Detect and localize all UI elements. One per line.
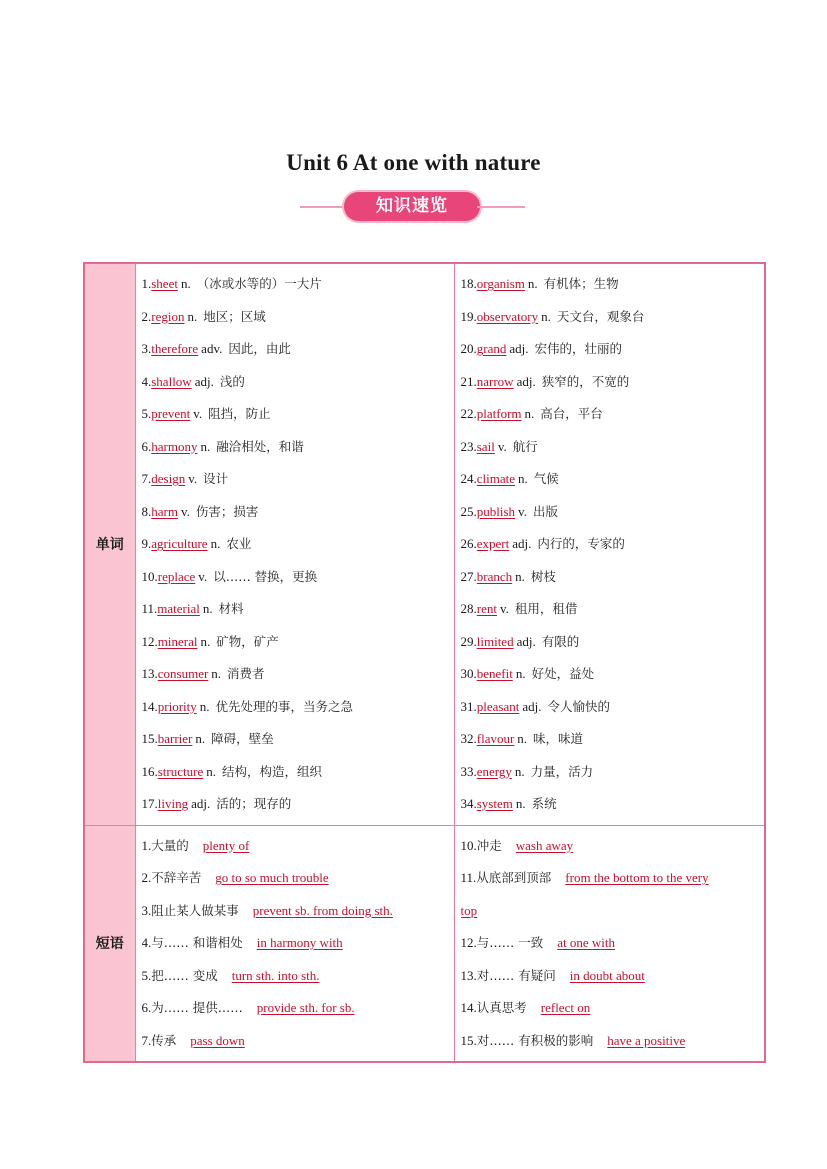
word-row: [461, 528, 765, 561]
answer-word: harm: [151, 503, 178, 519]
item-number: 3.: [141, 902, 152, 918]
part-of-speech: n.: [517, 731, 528, 746]
word-meaning: 好处，益处: [531, 666, 595, 681]
item-number: 1.: [141, 276, 152, 291]
answer-word: shallow: [151, 373, 192, 389]
answer-word: limited: [476, 633, 514, 649]
phrase-row: [142, 895, 454, 928]
item-number: 5.: [141, 406, 152, 421]
item-number: 4.: [141, 373, 152, 389]
item-number: 11.: [460, 870, 477, 885]
item-number: 15.: [141, 731, 158, 746]
word-meaning: 结构，构造，组织: [221, 763, 322, 779]
phrase-row: [461, 862, 765, 895]
word-row: [461, 593, 765, 626]
answer-word: grand: [476, 341, 507, 356]
phrases-left-column: [135, 825, 454, 1062]
word-row: [461, 788, 765, 821]
word-row: [461, 561, 765, 594]
word-meaning: 有限的: [541, 633, 580, 649]
item-number: 11.: [141, 601, 158, 616]
answer-word: organism: [476, 276, 525, 291]
item-number: 15.: [460, 1032, 477, 1048]
part-of-speech: v.: [497, 438, 507, 454]
part-of-speech: n.: [211, 666, 222, 681]
item-number: 17.: [141, 796, 158, 811]
phrase-meaning: 认真思考: [476, 1000, 527, 1015]
phrase-row: [142, 927, 454, 960]
part-of-speech: n.: [527, 276, 538, 291]
item-number: 10.: [141, 568, 158, 584]
answer-word: prevent: [151, 406, 191, 421]
phrase-meaning: 为…… 提供……: [151, 1000, 243, 1015]
item-number: 10.: [460, 837, 477, 853]
phrase-row: [461, 992, 765, 1025]
answer-phrase: go to so much trouble: [215, 870, 329, 885]
phrase-row: [461, 960, 765, 993]
item-number: 4.: [141, 935, 152, 950]
item-number: 13.: [460, 967, 477, 983]
word-row: [142, 301, 454, 334]
part-of-speech: n.: [199, 698, 210, 714]
word-row: [142, 528, 454, 561]
answer-phrase: provide sth. for sb.: [256, 1000, 355, 1015]
word-meaning: 以…… 替换，更换: [213, 568, 318, 584]
word-row: [142, 626, 454, 659]
part-of-speech: n.: [200, 633, 211, 649]
item-number: 19.: [460, 308, 477, 324]
phrase-meaning: 冲走: [476, 837, 502, 853]
part-of-speech: n.: [187, 308, 198, 324]
item-number: 16.: [141, 763, 158, 779]
item-number: 8.: [141, 503, 152, 519]
phrases-category-label: 短语: [84, 825, 135, 1062]
answer-word: therefore: [151, 341, 199, 356]
word-meaning: 树枝: [530, 568, 556, 584]
phrase-row: [142, 992, 454, 1025]
part-of-speech: n.: [541, 308, 551, 324]
answer-word: barrier: [157, 731, 193, 746]
answer-word: living: [157, 796, 189, 811]
answer-word: mineral: [157, 633, 198, 649]
word-row: [142, 658, 454, 691]
item-number: 23.: [460, 438, 477, 454]
answer-word: flavour: [476, 731, 515, 746]
word-meaning: 租用，租借: [514, 601, 578, 616]
word-meaning: 天文台，观象台: [556, 308, 645, 324]
item-number: 7.: [141, 1032, 152, 1048]
answer-word: replace: [157, 568, 196, 584]
part-of-speech: n.: [515, 796, 526, 811]
answer-phrase: reflect on: [540, 1000, 591, 1015]
word-meaning: 阻挡，防止: [208, 406, 271, 421]
word-row: [461, 398, 765, 431]
phrase-meaning: 传承: [151, 1032, 177, 1048]
answer-phrase: pass down: [190, 1032, 245, 1048]
answer-word: rent: [476, 601, 497, 616]
answer-phrase: turn sth. into sth.: [231, 967, 320, 983]
word-row: [142, 431, 454, 464]
word-row: [142, 788, 454, 821]
part-of-speech: n.: [210, 536, 221, 551]
answer-word: agriculture: [151, 536, 208, 551]
part-of-speech: v.: [193, 406, 203, 421]
answer-word: energy: [476, 763, 512, 779]
word-meaning: 设计: [203, 471, 229, 486]
word-row: [461, 691, 765, 724]
word-meaning: 内行的，专家的: [537, 536, 625, 551]
phrase-row: [142, 830, 454, 863]
answer-word: consumer: [157, 666, 209, 681]
item-number: 22.: [460, 406, 477, 421]
item-number: 6.: [141, 438, 152, 454]
phrase-meaning: 从底部到顶部: [476, 870, 552, 885]
words-left-column: [135, 263, 454, 825]
answer-word: design: [151, 471, 186, 486]
answer-phrase: plenty of: [202, 837, 250, 853]
item-number: 32.: [460, 731, 477, 746]
word-meaning: 材料: [218, 601, 244, 616]
phrase-meaning: 把…… 变成: [151, 967, 218, 983]
item-number: 13.: [141, 666, 158, 681]
word-meaning: 活的；现存的: [216, 796, 292, 811]
word-meaning: 味，味道: [533, 731, 584, 746]
phrase-row-continuation: [461, 895, 765, 928]
word-row: [142, 268, 454, 301]
part-of-speech: adj.: [194, 373, 214, 389]
phrases-right-column: [454, 825, 765, 1062]
part-of-speech: v.: [188, 471, 198, 486]
part-of-speech: n.: [200, 438, 211, 454]
answer-word: structure: [157, 763, 204, 779]
answer-phrase: in doubt about: [569, 967, 645, 983]
word-row: [142, 398, 454, 431]
part-of-speech: v.: [180, 503, 190, 519]
part-of-speech: adj.: [522, 698, 542, 714]
item-number: 2.: [141, 308, 152, 324]
word-meaning: 狭窄的，不宽的: [541, 373, 630, 389]
part-of-speech: n.: [515, 666, 526, 681]
item-number: 20.: [460, 341, 477, 356]
part-of-speech: n.: [524, 406, 535, 421]
word-meaning: 伤害；损害: [195, 503, 259, 519]
word-meaning: 气候: [533, 471, 559, 486]
part-of-speech: n.: [180, 276, 191, 291]
answer-phrase: at one with: [557, 935, 615, 950]
word-meaning: 令人愉快的: [547, 698, 610, 714]
word-meaning: （冰或水等的）一大片: [196, 276, 322, 291]
phrase-row: [142, 1025, 454, 1058]
answer-phrase: prevent sb. from doing sth.: [252, 902, 393, 918]
answer-word: platform: [476, 406, 522, 421]
word-meaning: 因此，由此: [228, 341, 291, 356]
part-of-speech: adj.: [516, 633, 536, 649]
part-of-speech: n.: [202, 601, 213, 616]
word-row: [461, 268, 765, 301]
phrase-row: [461, 830, 765, 863]
item-number: 9.: [141, 536, 152, 551]
word-row: [461, 756, 765, 789]
answer-word: region: [151, 308, 185, 324]
word-meaning: 力量，活力: [530, 763, 594, 779]
item-number: 14.: [460, 1000, 477, 1015]
answer-word: branch: [476, 568, 513, 584]
word-row: [461, 431, 765, 464]
part-of-speech: n.: [515, 568, 525, 584]
answer-word: observatory: [476, 308, 539, 324]
word-meaning: 融洽相处，和谐: [216, 438, 304, 454]
item-number: 30.: [460, 666, 477, 681]
phrase-meaning: 不辞辛苦: [151, 870, 202, 885]
item-number: 12.: [141, 633, 158, 649]
item-number: 1.: [141, 837, 152, 853]
item-number: 33.: [460, 763, 477, 779]
phrase-meaning: 大量的: [151, 837, 189, 853]
phrase-row: [461, 1025, 765, 1058]
word-row: [461, 301, 765, 334]
answer-word: climate: [476, 471, 516, 486]
item-number: 34.: [460, 796, 477, 811]
part-of-speech: adj.: [191, 796, 211, 811]
answer-phrase: have a positive: [607, 1032, 686, 1048]
part-of-speech: v.: [499, 601, 509, 616]
part-of-speech: n.: [195, 731, 206, 746]
banner-divider-right: [477, 206, 525, 208]
part-of-speech: n.: [518, 471, 528, 486]
answer-phrase: from the bottom to the very: [565, 870, 709, 885]
answer-word: priority: [157, 698, 197, 714]
item-number: 21.: [460, 373, 477, 389]
word-row: [461, 463, 765, 496]
item-number: 18.: [460, 276, 477, 291]
answer-word: pleasant: [476, 698, 520, 714]
word-row: [142, 333, 454, 366]
word-meaning: 地区；区域: [203, 308, 266, 324]
words-category-label: 单词: [84, 263, 135, 825]
item-number: 12.: [460, 935, 477, 950]
answer-word: sail: [476, 438, 495, 454]
part-of-speech: adv.: [201, 341, 223, 356]
answer-phrase-continued: top: [460, 902, 478, 918]
part-of-speech: adj.: [512, 536, 532, 551]
word-meaning: 浅的: [219, 373, 245, 389]
answer-word: material: [157, 601, 200, 616]
item-number: 2.: [141, 870, 152, 885]
item-number: 28.: [460, 601, 477, 616]
part-of-speech: v.: [198, 568, 208, 584]
word-row: [461, 496, 765, 529]
word-row: [461, 658, 765, 691]
banner-divider-left: [300, 206, 348, 208]
banner-label: 知识速览: [344, 192, 480, 221]
word-meaning: 系统: [531, 796, 557, 811]
word-meaning: 消费者: [227, 666, 265, 681]
word-row: [142, 561, 454, 594]
answer-phrase: in harmony with: [256, 935, 343, 950]
item-number: 7.: [141, 471, 152, 486]
words-right-column: [454, 263, 765, 825]
word-row: [461, 626, 765, 659]
word-meaning: 高台，平台: [540, 406, 603, 421]
part-of-speech: n.: [514, 763, 525, 779]
word-row: [142, 366, 454, 399]
phrase-meaning: 与…… 一致: [476, 935, 544, 950]
item-number: 25.: [460, 503, 477, 519]
word-row: [461, 366, 765, 399]
phrase-meaning: 阻止某人做某事: [151, 902, 239, 918]
section-banner: [300, 192, 525, 222]
item-number: 24.: [460, 471, 477, 486]
word-meaning: 航行: [512, 438, 538, 454]
item-number: 14.: [141, 698, 158, 714]
part-of-speech: adj.: [509, 341, 529, 356]
answer-phrase: wash away: [515, 837, 574, 853]
answer-word: publish: [476, 503, 516, 519]
item-number: 29.: [460, 633, 477, 649]
word-meaning: 障碍，壁垒: [211, 731, 274, 746]
item-number: 3.: [141, 341, 152, 356]
page-title: Unit 6 At one with nature: [286, 150, 541, 175]
word-row: [142, 723, 454, 756]
answer-word: benefit: [476, 666, 513, 681]
word-row: [142, 463, 454, 496]
words-section: [84, 263, 765, 825]
phrase-meaning: 对…… 有疑问: [476, 967, 556, 983]
word-row: [142, 593, 454, 626]
phrase-row: [142, 862, 454, 895]
word-meaning: 矿物，矿产: [216, 633, 279, 649]
word-meaning: 农业: [226, 536, 252, 551]
word-row: [461, 333, 765, 366]
answer-word: sheet: [151, 276, 178, 291]
word-meaning: 出版: [532, 503, 558, 519]
phrases-section: [84, 825, 765, 1062]
part-of-speech: n.: [206, 763, 216, 779]
word-meaning: 宏伟的，壮丽的: [534, 341, 623, 356]
item-number: 6.: [141, 1000, 152, 1015]
answer-word: expert: [476, 536, 510, 551]
phrase-meaning: 与…… 和谐相处: [151, 935, 243, 950]
vocabulary-table: [83, 262, 766, 1063]
answer-word: harmony: [151, 438, 198, 454]
answer-word: narrow: [476, 373, 514, 389]
phrase-meaning: 对…… 有积极的影响: [476, 1032, 594, 1048]
word-row: [142, 496, 454, 529]
part-of-speech: adj.: [516, 373, 536, 389]
word-row: [461, 723, 765, 756]
phrase-row: [461, 927, 765, 960]
item-number: 27.: [460, 568, 477, 584]
phrase-row: [142, 960, 454, 993]
item-number: 5.: [141, 967, 152, 983]
answer-word: system: [476, 796, 513, 811]
word-row: [142, 691, 454, 724]
word-meaning: 优先处理的事，当务之急: [215, 698, 354, 714]
item-number: 26.: [460, 536, 477, 551]
word-meaning: 有机体；生物: [543, 276, 619, 291]
word-row: [142, 756, 454, 789]
part-of-speech: v.: [518, 503, 527, 519]
item-number: 31.: [460, 698, 477, 714]
